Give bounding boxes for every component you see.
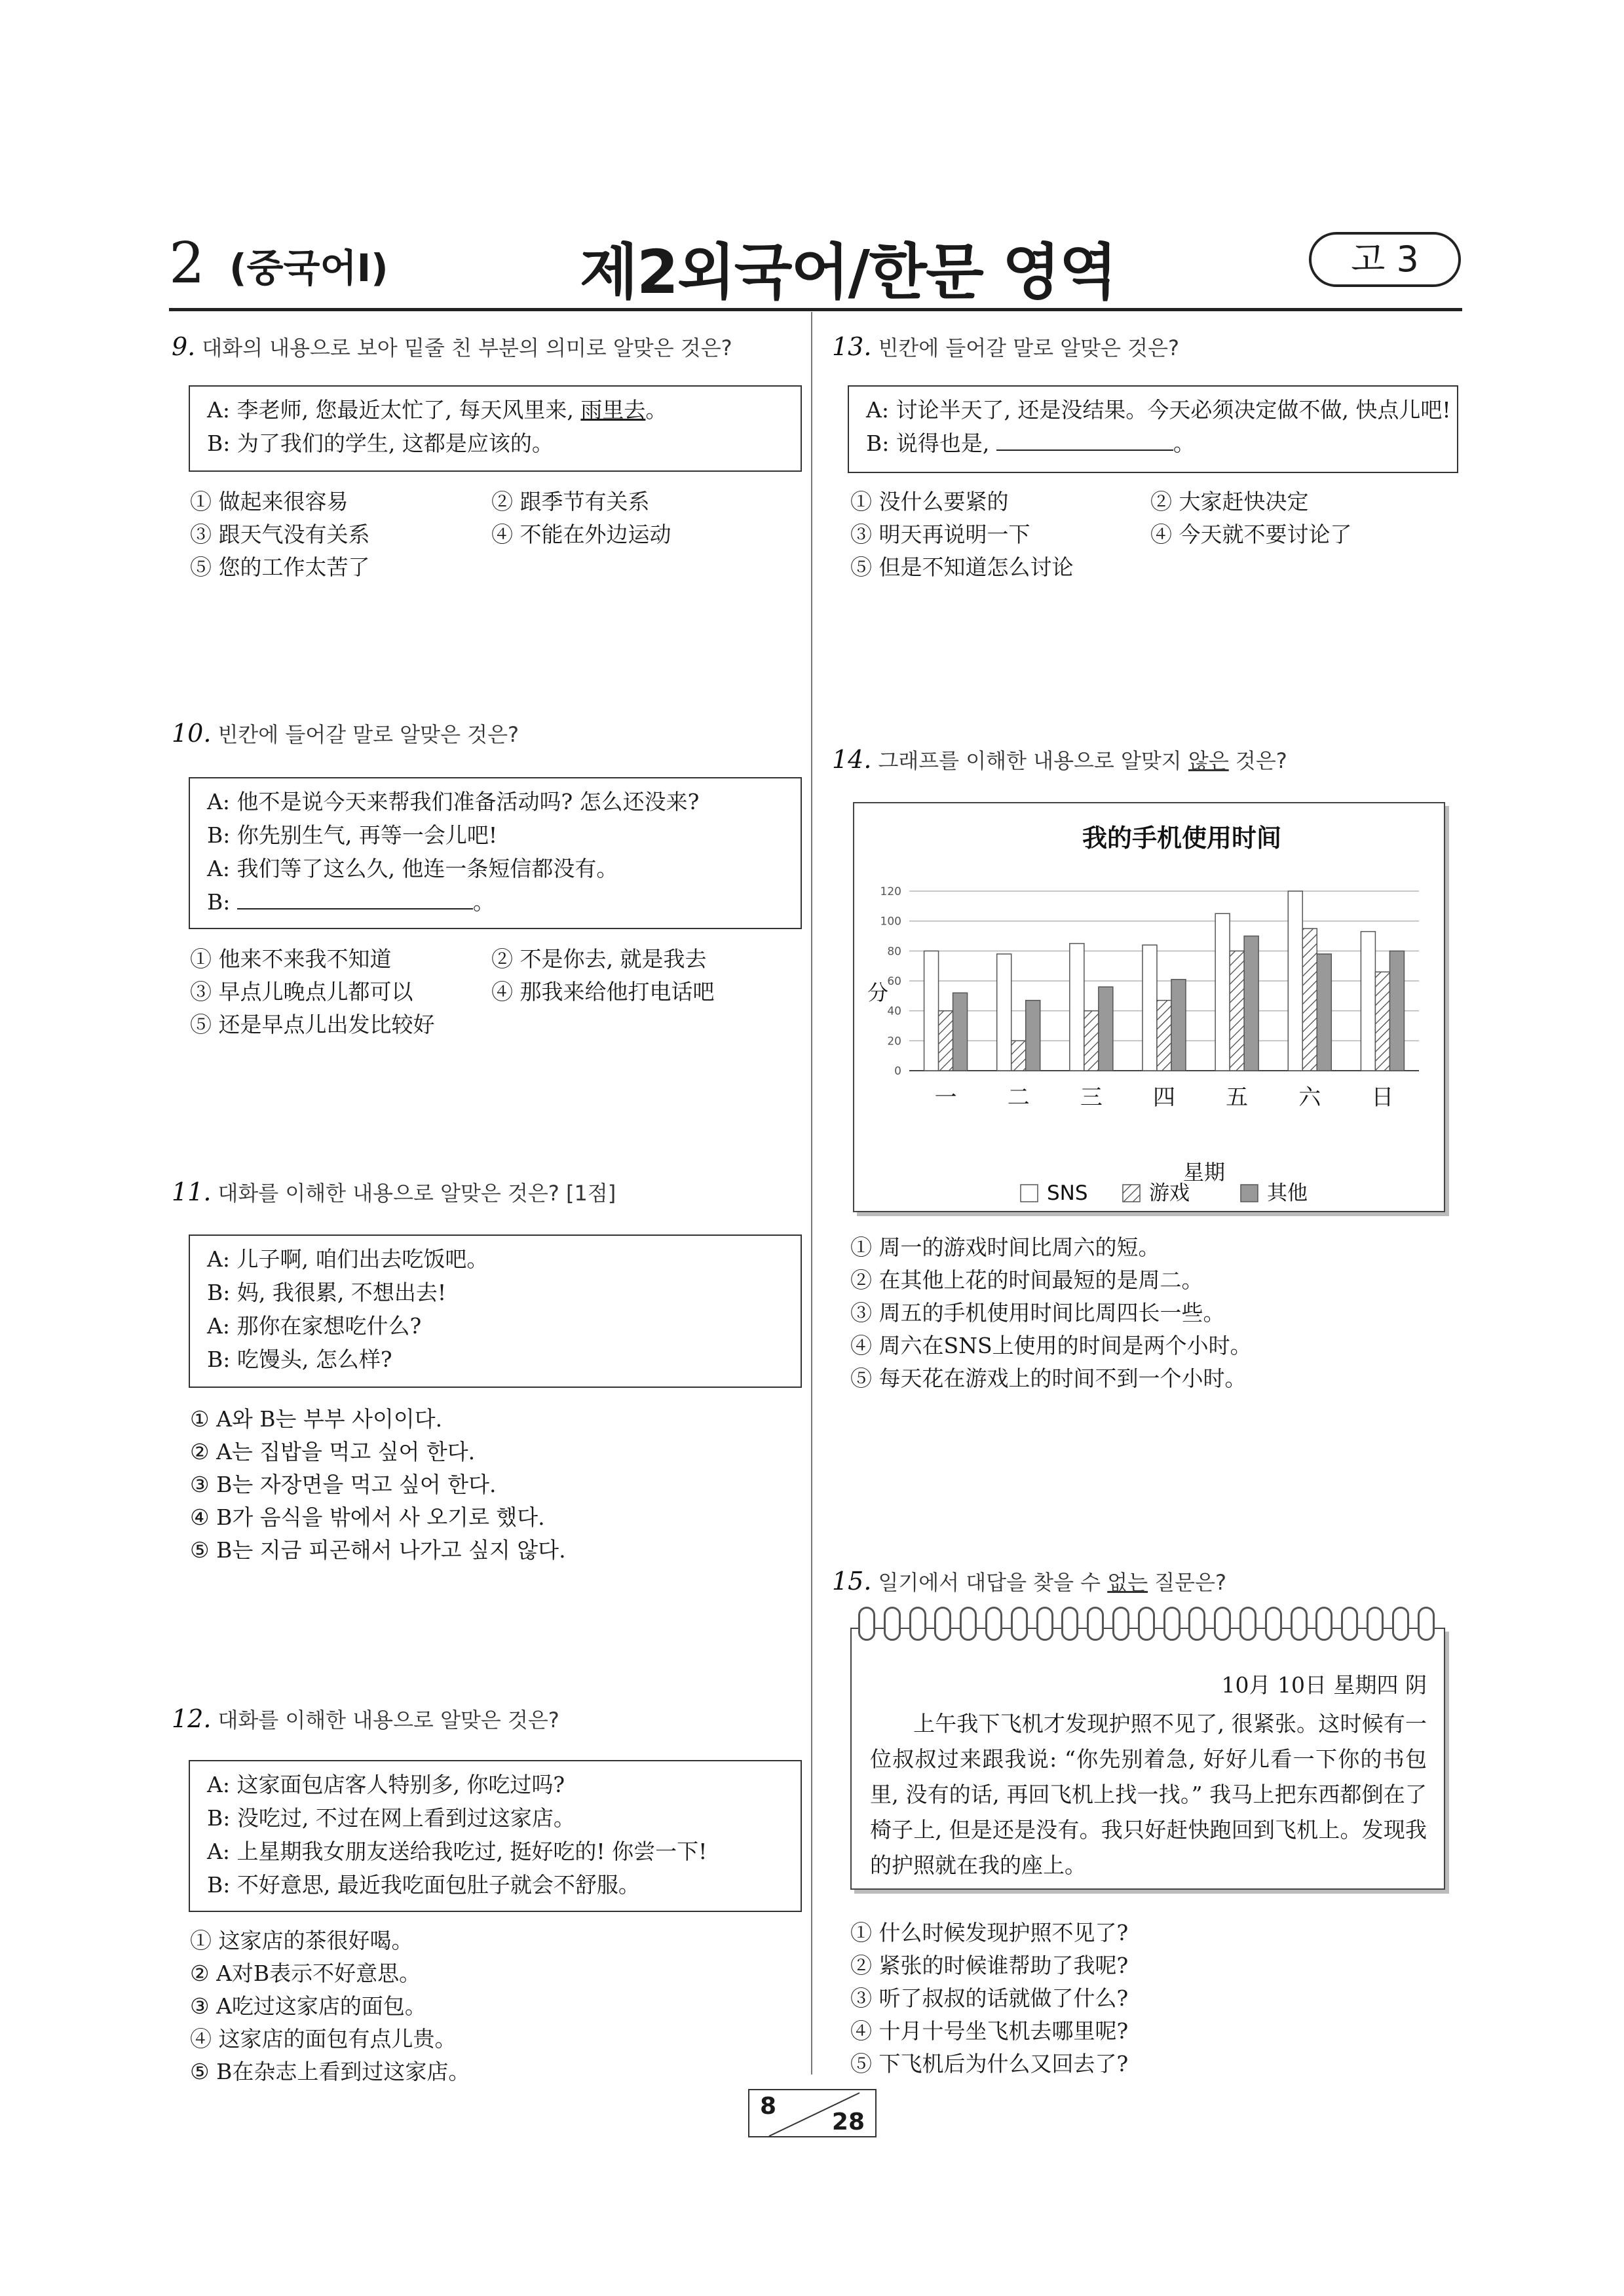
option-2[interactable]: ② 不是你去, 就是我去 [491,946,707,972]
diary-card [850,1628,1445,1890]
option-3[interactable]: ③ 周五的手机使用时间比周四长一些。 [850,1300,1225,1326]
option-4[interactable]: ④ 不能在外边运动 [491,522,671,547]
legend-swatch [1123,1185,1140,1202]
legend-swatch [1021,1185,1038,1202]
bar-其他 [1171,980,1186,1071]
legend-label: 游戏 [1149,1181,1190,1205]
question-10-dialogue [189,777,802,929]
ring [1392,1607,1409,1641]
ring [934,1607,951,1641]
page-title: 제2외국어/한문 영역 [580,237,1116,307]
bar-SNS [1361,932,1375,1071]
x-tick-label: 五 [1226,1084,1249,1111]
bar-游戏 [1157,1001,1171,1071]
option-5[interactable]: ⑤ B는 지금 피곤해서 나가고 싶지 않다. [190,1537,566,1563]
question-12-dialogue [189,1760,802,1912]
bar-其他 [1026,1001,1040,1071]
ring [1291,1607,1308,1641]
bar-其他 [1099,987,1113,1071]
ring [985,1607,1002,1641]
option-3[interactable]: ③ 跟天气没有关系 [190,522,370,547]
ring [1163,1607,1180,1641]
option-1[interactable]: ① 没什么要紧的 [850,489,1009,514]
option-2[interactable]: ② A对B表示不好意思。 [190,1961,421,1986]
option-1[interactable]: ① 什么时候发现护照不见了? [850,1920,1129,1945]
dialogue-line: A: 我们等了这么久, 他连一条短信都没有。 [207,856,618,881]
column-divider [811,312,812,2075]
bar-其他 [1244,936,1258,1071]
y-tick-label: 80 [887,945,901,959]
ring [858,1607,875,1641]
dialogue-line: B: 说得也是, 。 [866,427,1440,460]
ring [1341,1607,1358,1641]
dialogue-line: A: 讨论半天了, 还是没结果。今天必须决定做不做, 快点儿吧! [866,397,1451,423]
current-page: 8 [760,2093,777,2120]
bar-SNS [1070,944,1084,1071]
notebook-rings [858,1607,1448,1646]
option-5[interactable]: ⑤ 但是不知道怎么讨论 [850,554,1074,580]
answer-blank [996,427,1173,451]
dialogue-line: A: 李老师, 您最近太忙了, 每天风里来, 雨里去。 [207,397,668,423]
option-4[interactable]: ④ B가 음식을 밖에서 사 오기로 했다. [190,1504,545,1530]
dialogue-line: B: 吃馒头, 怎么样? [207,1347,392,1372]
option-2[interactable]: ② 在其他上花的时间最短的是周二。 [850,1267,1203,1293]
question-15-prompt: 15. 일기에서 대답을 찾을 수 없는 질문은? [832,1567,1226,1596]
y-tick-label: 100 [880,915,901,928]
header-divider [169,308,1462,311]
diary-body: 上午我下飞机才发现护照不见了, 很紧张。这时候有一位叔叔过来跟我说: “你先别着急, 好好儿看一下你的书包里, 没有的话, 再回飞机上找一找。” 我马上把东西都倒在了椅子上, 但是还是没有。我只好赶快跑回到飞机上。发现我的护照就在我的座上。 [870,1711,1427,1878]
y-tick-label: 120 [880,885,901,898]
diary-date: 10月 10日 星期四 阴 [1221,1672,1427,1698]
x-tick-label: 六 [1298,1084,1321,1111]
dialogue-line: B: 妈, 我很累, 不想出去! [207,1280,447,1305]
ring [1265,1607,1282,1641]
option-4[interactable]: ④ 周六在SNS上使用的时间是两个小时。 [850,1333,1252,1358]
ring [960,1607,977,1641]
bar-其他 [1317,954,1331,1071]
bar-其他 [1389,951,1404,1071]
bar-SNS [1288,891,1302,1071]
y-tick-label: 60 [887,975,901,988]
grade-badge: 고 3 [1309,232,1461,287]
dialogue-line: B: 没吃过, 不过在网上看到过这家店。 [207,1805,575,1831]
option-3[interactable]: ③ 听了叔叔的话就做了什么? [850,1985,1129,2011]
chart-legend [1021,1181,1308,1205]
ring [1112,1607,1129,1641]
ring [1239,1607,1256,1641]
option-4[interactable]: ④ 十月十号坐飞机去哪里呢? [850,2018,1129,2044]
option-5[interactable]: ⑤ 您的工作太苦了 [190,554,370,580]
option-3[interactable]: ③ A吃过这家店的面包。 [190,1993,426,2019]
option-1[interactable]: ① A와 B는 부부 사이이다. [190,1406,443,1432]
bar-SNS [924,951,939,1071]
question-12-prompt: 12. 대화를 이해한 내용으로 알맞은 것은? [172,1704,559,1733]
option-1[interactable]: ① 周一的游戏时间比周六的短。 [850,1234,1160,1260]
question-13-prompt: 13. 빈칸에 들어갈 말로 알맞은 것은? [832,332,1179,361]
dialogue-line: A: 上星期我女朋友送给我吃过, 挺好吃的! 你尝一下! [207,1839,708,1864]
question-number: 11. [172,1177,212,1206]
option-5[interactable]: ⑤ 还是早点儿出发比较好 [190,1012,435,1037]
question-number: 15. [832,1567,872,1596]
x-tick-label: 四 [1153,1084,1175,1111]
question-13-dialogue [848,385,1458,473]
question-number: 14. [832,745,872,774]
bar-游戏 [1084,1011,1099,1071]
bar-游戏 [1230,951,1244,1071]
ring [884,1607,901,1641]
question-14-prompt: 14. 그래프를 이해한 내용으로 알맞지 않은 것은? [832,745,1287,774]
x-tick-label: 日 [1371,1084,1394,1111]
question-number: 13. [832,332,872,361]
legend-swatch [1241,1185,1258,1202]
dialogue-line: A: 儿子啊, 咱们出去吃饭吧。 [207,1246,489,1272]
underlined-phrase: 雨里去 [580,397,646,423]
option-2[interactable]: ② 大家赶快决定 [1150,489,1309,514]
option-5[interactable]: ⑤ B在杂志上看到过这家店。 [190,2059,470,2084]
bar-其他 [953,993,968,1071]
question-number: 9. [172,332,196,361]
legend-label: 其他 [1267,1181,1308,1205]
question-number: 10. [172,719,212,748]
option-3[interactable]: ③ B는 자장면을 먹고 싶어 한다. [190,1472,497,1497]
bar-游戏 [1375,972,1389,1071]
option-3[interactable]: ③ 早点儿晚点儿都可以 [190,979,413,1004]
ring [909,1607,926,1641]
y-tick-label: 40 [887,1004,901,1018]
ring [1214,1607,1231,1641]
option-2[interactable]: ② 紧张的时候谁帮助了我呢? [850,1953,1129,1978]
bar-chart [854,803,1446,1214]
y-tick-label: 0 [894,1065,901,1078]
legend-label: SNS [1047,1181,1088,1205]
total-pages: 28 [831,2109,865,2135]
bar-SNS [997,954,1011,1071]
ring [1367,1607,1384,1641]
question-11-dialogue [189,1234,802,1388]
y-axis-label: 分 [867,980,889,1005]
option-4[interactable]: ④ 这家店的面包有点儿贵。 [190,2026,457,2052]
option-5[interactable]: ⑤ 下飞机后为什么又回去了? [850,2051,1129,2076]
question-9-dialogue [189,385,802,472]
ring [1418,1607,1435,1641]
option-1[interactable]: ① 他来不来我不知道 [190,946,392,972]
x-tick-label: 二 [1007,1084,1030,1111]
question-11-prompt: 11. 대화를 이해한 내용으로 알맞은 것은? [1점] [172,1177,616,1206]
option-3[interactable]: ③ 明天再说明一下 [850,522,1030,547]
dialogue-line: B: 为了我们的学生, 这都是应该的。 [207,430,554,456]
option-4[interactable]: ④ 那我来给他打电话吧 [491,979,715,1004]
dialogue-line: B: 不好意思, 最近我吃面包肚子就会不舒服。 [207,1872,640,1898]
ring [1188,1607,1205,1641]
ring [1061,1607,1078,1641]
bar-游戏 [939,1011,953,1071]
dialogue-line: A: 那你在家想吃什么? [207,1313,422,1339]
dialogue-line: B: 你先别生气, 再等一会儿吧! [207,822,498,848]
x-tick-label: 三 [1080,1084,1103,1111]
bar-SNS [1215,913,1230,1071]
dialogue-line: B: 。 [207,885,784,919]
ring [1138,1607,1155,1641]
question-10-prompt: 10. 빈칸에 들어갈 말로 알맞은 것은? [172,719,519,748]
page-indicator [748,2089,877,2137]
option-4[interactable]: ④ 今天就不要讨论了 [1150,522,1352,547]
ring [1315,1607,1332,1641]
bar-游戏 [1011,1041,1026,1071]
option-2[interactable]: ② 跟季节有关系 [491,489,650,514]
x-axis-label: 星期 [1182,1160,1226,1185]
ring [1036,1607,1053,1641]
answer-blank [237,886,473,909]
question-9-prompt: 9. 대화의 내용으로 보아 밑줄 친 부분의 의미로 알맞은 것은? [172,332,732,361]
question-number: 12. [172,1704,212,1733]
dialogue-line: A: 这家面包店客人特别多, 你吃过吗? [207,1772,565,1797]
option-1[interactable]: ① 做起来很容易 [190,489,349,514]
bar-游戏 [1302,928,1317,1071]
option-1[interactable]: ① 这家店的茶很好喝。 [190,1928,413,1953]
y-tick-label: 20 [887,1035,901,1048]
bar-SNS [1142,945,1157,1071]
chart-frame [853,802,1445,1212]
dialogue-line: A: 他不是说今天来帮我们准备活动吗? 怎么还没来? [207,789,700,814]
subject-label: (중국어Ⅰ) [229,246,388,290]
option-5[interactable]: ⑤ 每天花在游戏上的时间不到一个小时。 [850,1366,1247,1391]
chart-title: 我的手机使用时间 [1082,824,1282,852]
x-tick-label: 一 [934,1084,957,1111]
page-number: 2 [169,231,205,296]
ring [1087,1607,1104,1641]
option-2[interactable]: ② A는 집밥을 먹고 싶어 한다. [190,1439,476,1464]
ring [1011,1607,1028,1641]
